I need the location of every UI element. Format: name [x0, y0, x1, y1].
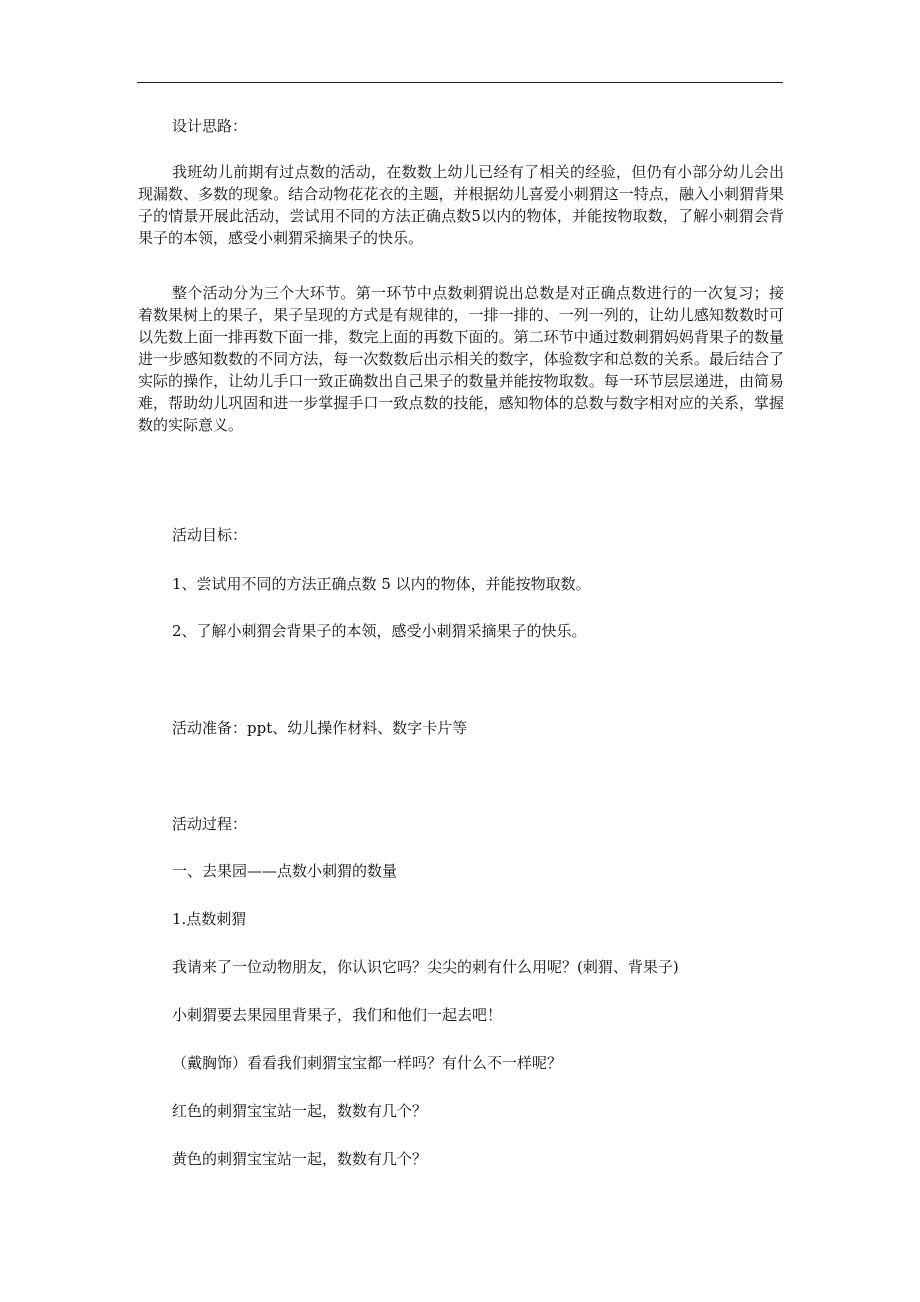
design-paragraph-2: 整个活动分为三个大环节。第一环节中点数刺猬说出总数是对正确点数进行的一次复习；接着数果树上的果子，果子呈现的方式是有规律的，一排一排的、一列一列的，让幼儿感知数数时可以先数上面一排再数下面一排，数完上面的再数下面的。第二环节中通过数刺猬妈妈背果子的数量进一步感知数数的不同方法，每一次数数后出示相关的数字，体验数字和总数的关系。最后结合了实际的操作，让幼儿手口一致正确数出自己果子的数量并能按物取数。每一环节层层递进，由简易难，帮助幼儿巩固和进一步掌握手口一致点数的技能，感知物体的总数与数字相对应的关系，掌握数的实际意义。	[138, 284, 784, 434]
design-paragraph-1: 我班幼儿前期有过点数的活动，在数数上幼儿已经有了相关的经验，但仍有小部分幼儿会出现漏数、多数的现象。结合动物花花衣的主题，并根据幼儿喜爱小刺猬这一特点，融入小刺猬背果子的情景开展此活动，尝试用不同的方法正确点数5以内的物体，并能按物取数，了解小刺猬会背果子的本领，感受小刺猬采摘果子的快乐。	[138, 163, 784, 247]
process-text-line: 我请来了一位动物朋友，你认识它吗？尖尖的刺有什么用呢？(刺猬、背果子)	[172, 958, 679, 976]
header-rule	[137, 82, 783, 83]
goals-heading: 活动目标：	[172, 526, 248, 544]
goal-item-1: 1、尝试用不同的方法正确点数 5 以内的物体，并能按物取数。	[172, 575, 591, 593]
preparation-line: 活动准备：ppt、幼儿操作材料、数字卡片等	[172, 719, 468, 737]
goal-item-2: 2、了解小刺猬会背果子的本领，感受小刺猬采摘果子的快乐。	[172, 622, 587, 640]
process-text-line: 小刺猬要去果园里背果子，我们和他们一起去吧！	[172, 1006, 503, 1024]
process-text-line: 黄色的刺猬宝宝站一起，数数有几个？	[172, 1150, 428, 1168]
process-step-1: 一、去果园——点数小刺猬的数量	[172, 862, 398, 880]
process-substep-1-1: 1.点数刺猬	[172, 910, 247, 928]
process-text-line: （戴胸饰）看看我们刺猬宝宝都一样吗？有什么不一样呢？	[172, 1054, 563, 1072]
design-heading: 设计思路：	[172, 117, 248, 135]
process-heading: 活动过程：	[172, 815, 248, 833]
process-text-line: 红色的刺猬宝宝站一起，数数有几个？	[172, 1102, 428, 1120]
